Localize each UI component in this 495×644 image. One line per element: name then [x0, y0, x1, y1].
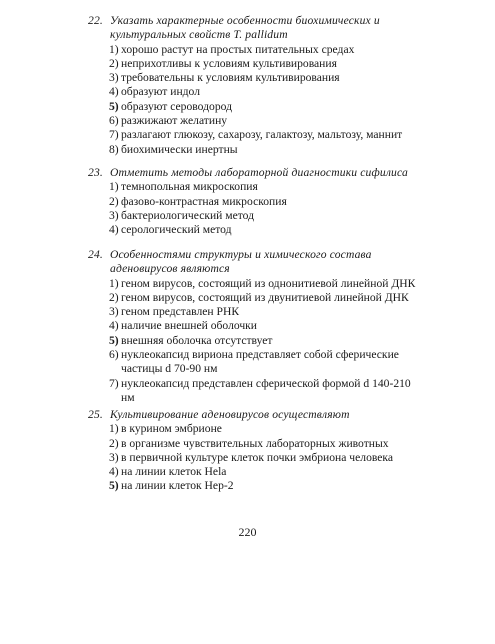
answer-option: [88, 277, 418, 291]
question-25: [88, 408, 418, 494]
option-text: геном вирусов, состоящий из двунитиевой линейной ДНК: [121, 290, 409, 304]
answer-option-correct: [88, 479, 418, 493]
question-24: [88, 248, 418, 405]
option-text: наличие внешней оболочки: [121, 319, 258, 333]
option-number: 1): [109, 422, 119, 436]
option-text: биохимически инертны: [121, 142, 238, 156]
option-number: 3): [109, 208, 119, 222]
option-number: 6): [109, 114, 119, 128]
option-text: нуклеокапсид вириона представляет собой сферические частицы d 70-90 нм: [121, 348, 399, 376]
answer-option-correct: [88, 334, 418, 348]
question-header: [88, 248, 418, 277]
answer-option: [88, 57, 418, 71]
option-text: бактериологический метод: [121, 208, 255, 222]
answer-option: [88, 319, 418, 333]
option-number: 7): [109, 376, 119, 390]
option-text: на линии клеток Hep-2: [121, 479, 234, 493]
option-number: 3): [109, 71, 119, 85]
answer-options: [88, 422, 418, 493]
option-text: разлагают глюкозу, сахарозу, галактозу, мальтозу, маннит: [121, 128, 403, 142]
option-number: 4): [109, 85, 119, 99]
option-text: требовательны к условиям культивирования: [121, 71, 340, 85]
option-text: образуют сероводород: [121, 99, 232, 113]
question-title: Культивирование аденовирусов осуществляют: [110, 408, 350, 421]
option-number: 1): [109, 276, 119, 290]
option-number: 2): [109, 436, 119, 450]
question-title-species: T. pallidum: [233, 28, 288, 42]
option-number: 5): [109, 333, 119, 347]
option-text: темнопольная микроскопия: [121, 180, 258, 194]
answer-option: [88, 291, 418, 305]
option-text: серологический метод: [121, 223, 232, 237]
question-number: 23.: [88, 166, 103, 179]
question-number: 25.: [88, 408, 103, 421]
answer-option-correct: [88, 100, 418, 114]
option-text: фазово-контрастная микроскопия: [121, 194, 287, 208]
answer-option: [88, 305, 418, 319]
option-text: разжижают желатину: [121, 114, 228, 128]
question-header: [88, 166, 418, 180]
answer-option: [88, 43, 418, 57]
answer-option: [88, 348, 418, 377]
option-text: геном вирусов, состоящий из однонитиевой линейной ДНК: [121, 276, 416, 290]
option-text: в организме чувствительных лабораторных животных: [121, 436, 389, 450]
option-number: 3): [109, 450, 119, 464]
question-23: [88, 166, 418, 237]
answer-option: [88, 465, 418, 479]
option-number: 1): [109, 42, 119, 56]
option-text: внешняя оболочка отсутствует: [121, 333, 273, 347]
option-number: 7): [109, 128, 119, 142]
option-number: 3): [109, 305, 119, 319]
answer-option: [88, 209, 418, 223]
answer-option: [88, 451, 418, 465]
answer-option: [88, 85, 418, 99]
question-22: [88, 14, 418, 157]
question-title-text: Указать характерные особенности биохимических и культуральных свойств: [110, 14, 380, 42]
answer-options: [88, 277, 418, 406]
option-number: 6): [109, 348, 119, 362]
answer-option: [88, 143, 418, 157]
option-text: в курином эмбрионе: [121, 422, 222, 436]
answer-options: [88, 43, 418, 157]
option-text: на линии клеток Hela: [121, 465, 227, 479]
question-header: [88, 14, 418, 43]
question-number: 24.: [88, 248, 103, 261]
question-number: 22.: [88, 14, 103, 27]
option-text: образуют индол: [121, 85, 200, 99]
option-number: 4): [109, 465, 119, 479]
option-number: 2): [109, 194, 119, 208]
option-text: нуклеокапсид представлен сферической формой d 140-210 нм: [121, 376, 411, 404]
option-number: 2): [109, 56, 119, 70]
answer-option: [88, 128, 418, 142]
question-header: [88, 408, 418, 422]
option-text: хорошо растут на простых питательных средах: [121, 42, 355, 56]
option-text: геном представлен РНК: [121, 305, 240, 319]
question-title: Отметить методы лабораторной диагностики сифилиса: [110, 166, 408, 179]
question-title: Особенностями структуры и химического состава аденовирусов являются: [110, 248, 372, 276]
answer-option: [88, 377, 418, 406]
option-number: 8): [109, 142, 119, 156]
answer-option: [88, 114, 418, 128]
answer-option: [88, 223, 418, 237]
option-number: 4): [109, 319, 119, 333]
question-title: [88, 14, 418, 43]
option-number: 1): [109, 180, 119, 194]
option-number: 4): [109, 223, 119, 237]
option-number: 5): [109, 99, 119, 113]
answer-option: [88, 195, 418, 209]
option-text: неприхотливы к условиям культивирования: [121, 56, 337, 70]
answer-option: [88, 437, 418, 451]
answer-options: [88, 180, 418, 237]
answer-option: [88, 71, 418, 85]
option-text: в первичной культуре клеток почки эмбриона человека: [121, 450, 394, 464]
page-number: 220: [238, 525, 257, 539]
answer-option: [88, 422, 418, 436]
answer-option: [88, 180, 418, 194]
option-number: 2): [109, 290, 119, 304]
option-number: 5): [109, 479, 119, 493]
